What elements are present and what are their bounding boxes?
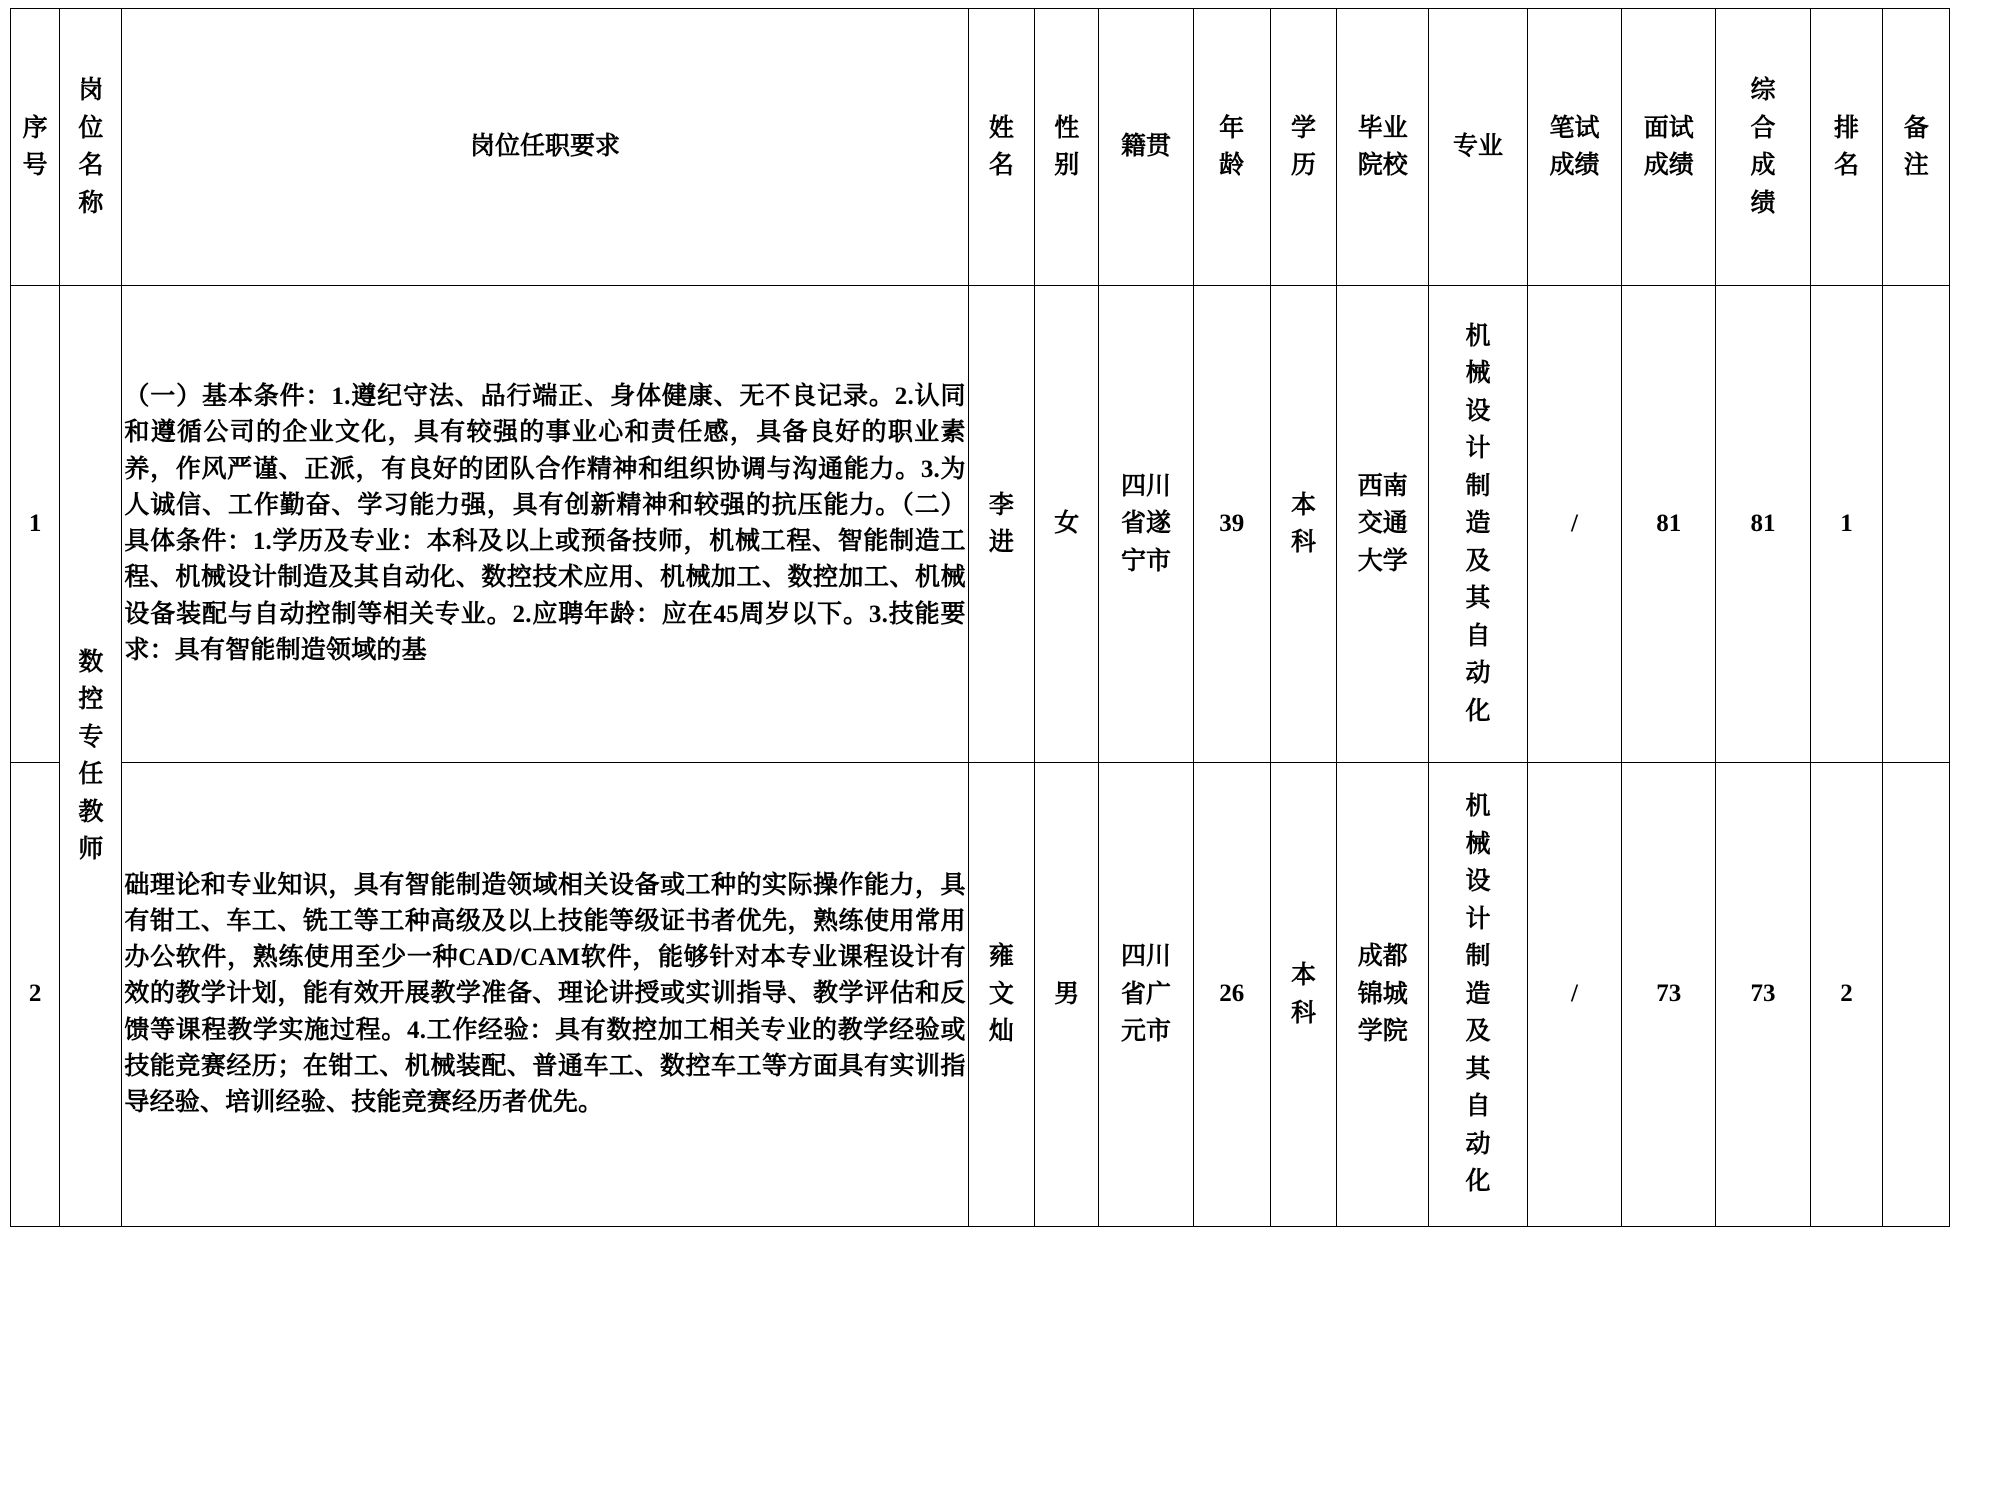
cell-name <box>968 286 1034 763</box>
cell-total-score: 73 <box>1716 763 1810 1227</box>
table-row <box>11 286 1950 763</box>
cell-education <box>1270 763 1336 1227</box>
cell-school <box>1337 763 1429 1227</box>
column-header-age-label: 年龄 <box>1219 114 1245 179</box>
cell-requirements-text: 础理论和专业知识，具有智能制造领域相关设备或工种的实际操作能力，具有钳工、车工、铣工等工种高级及以上技能等级证书者优先，熟练使用常用办公软件，熟练使用至少一种CAD/CAM软件，能够针对本专业课程设计有效的教学计划，能有效开展教学准备、理论讲授或实训指导、教学评估和反馈等课程教学实施过程。4.工作经验：具有数控加工相关专业的教学经验或技能竞赛经历；在钳工、机械装配、普通车工、数控车工等方面具有实训指导经验、培训经验、技能竞赛经历者优先。 <box>124 871 966 1117</box>
column-header-index <box>11 9 60 286</box>
cell-major <box>1429 763 1528 1227</box>
column-header-interview-score-label: 面试成绩 <box>1643 114 1694 179</box>
column-header-rank-label: 排名 <box>1834 114 1860 179</box>
cell-age: 39 <box>1193 286 1270 763</box>
table-row <box>11 763 1950 1227</box>
column-header-school-label: 毕业院校 <box>1357 114 1408 179</box>
recruitment-results-table <box>10 8 1950 1227</box>
column-header-written-score <box>1527 9 1621 286</box>
column-header-name <box>968 9 1034 286</box>
cell-gender <box>1035 763 1099 1227</box>
column-header-total-score <box>1716 9 1810 286</box>
cell-age: 26 <box>1193 763 1270 1227</box>
column-header-education <box>1270 9 1336 286</box>
cell-index: 1 <box>11 286 60 763</box>
column-header-origin <box>1099 9 1193 286</box>
cell-education <box>1270 286 1336 763</box>
column-header-requirements <box>122 9 968 286</box>
column-header-written-score-label: 笔试成绩 <box>1549 114 1600 179</box>
column-header-education-label: 学历 <box>1290 114 1316 179</box>
column-header-remark-label: 备注 <box>1903 114 1929 179</box>
cell-gender <box>1035 286 1099 763</box>
column-header-major-label: 专业 <box>1453 132 1504 160</box>
cell-education-label: 本科 <box>1290 491 1316 556</box>
cell-index: 2 <box>11 763 60 1227</box>
cell-remark <box>1883 286 1950 763</box>
cell-name-label: 雍文灿 <box>988 943 1014 1046</box>
cell-interview-score: 73 <box>1622 763 1716 1227</box>
cell-name-label: 李进 <box>988 491 1014 556</box>
cell-interview-score: 81 <box>1622 286 1716 763</box>
cell-requirements-text: （一）基本条件：1.遵纪守法、品行端正、身体健康、无不良记录。2.认同和遵循公司的企业文化，具有较强的事业心和责任感，具备良好的职业素养，作风严谨、正派，有良好的团队合作精神和组织协调与沟通能力。3.为人诚信、工作勤奋、学习能力强，具有创新精神和较强的抗压能力。（二）具体条件：1.学历及专业：本科及以上或预备技师，机械工程、智能制造工程、机械设计制造及其自动化、数控技术应用、机械加工、数控加工、机械设备装配与自动控制等相关专业。2.应聘年龄：应在45周岁以下。3.技能要求：具有智能制造领域的基 <box>124 383 966 664</box>
cell-name <box>968 763 1034 1227</box>
cell-requirements <box>122 763 968 1227</box>
cell-school <box>1337 286 1429 763</box>
cell-gender-label: 男 <box>1054 980 1080 1008</box>
table-header-row <box>11 9 1950 286</box>
cell-rank: 2 <box>1810 763 1883 1227</box>
column-header-position-name <box>60 9 122 286</box>
table-body <box>11 286 1950 1227</box>
cell-school-label: 成都锦城学院 <box>1357 943 1408 1046</box>
cell-major <box>1429 286 1528 763</box>
cell-rank: 1 <box>1810 286 1883 763</box>
column-header-age <box>1193 9 1270 286</box>
cell-origin-label: 四川省广元市 <box>1120 943 1171 1046</box>
cell-position-name <box>60 286 122 1227</box>
cell-origin <box>1099 763 1193 1227</box>
cell-origin-label: 四川省遂宁市 <box>1120 472 1171 575</box>
cell-requirements <box>122 286 968 763</box>
table-header <box>11 9 1950 286</box>
column-header-origin-label: 籍贯 <box>1120 132 1171 160</box>
cell-remark <box>1883 763 1950 1227</box>
column-header-position-name-label: 岗位名称 <box>78 77 104 217</box>
column-header-name-label: 姓名 <box>988 114 1014 179</box>
cell-position-name-label: 数控专任教师 <box>78 648 104 863</box>
cell-total-score: 81 <box>1716 286 1810 763</box>
cell-major-label: 机械设计制造及其自动化 <box>1465 793 1491 1196</box>
column-header-remark <box>1883 9 1950 286</box>
column-header-school <box>1337 9 1429 286</box>
cell-school-label: 西南交通大学 <box>1357 472 1408 575</box>
cell-gender-label: 女 <box>1054 510 1080 538</box>
cell-written-score: / <box>1527 286 1621 763</box>
cell-written-score: / <box>1527 763 1621 1227</box>
cell-origin <box>1099 286 1193 763</box>
column-header-requirements-label: 岗位任职要求 <box>470 132 621 160</box>
column-header-total-score-label: 综合成绩 <box>1750 77 1776 217</box>
column-header-gender-label: 性别 <box>1054 114 1080 179</box>
column-header-index-label: 序号 <box>22 114 48 179</box>
column-header-gender <box>1035 9 1099 286</box>
column-header-rank <box>1810 9 1883 286</box>
cell-education-label: 本科 <box>1290 962 1316 1027</box>
column-header-interview-score <box>1622 9 1716 286</box>
cell-major-label: 机械设计制造及其自动化 <box>1465 322 1491 725</box>
column-header-major <box>1429 9 1528 286</box>
